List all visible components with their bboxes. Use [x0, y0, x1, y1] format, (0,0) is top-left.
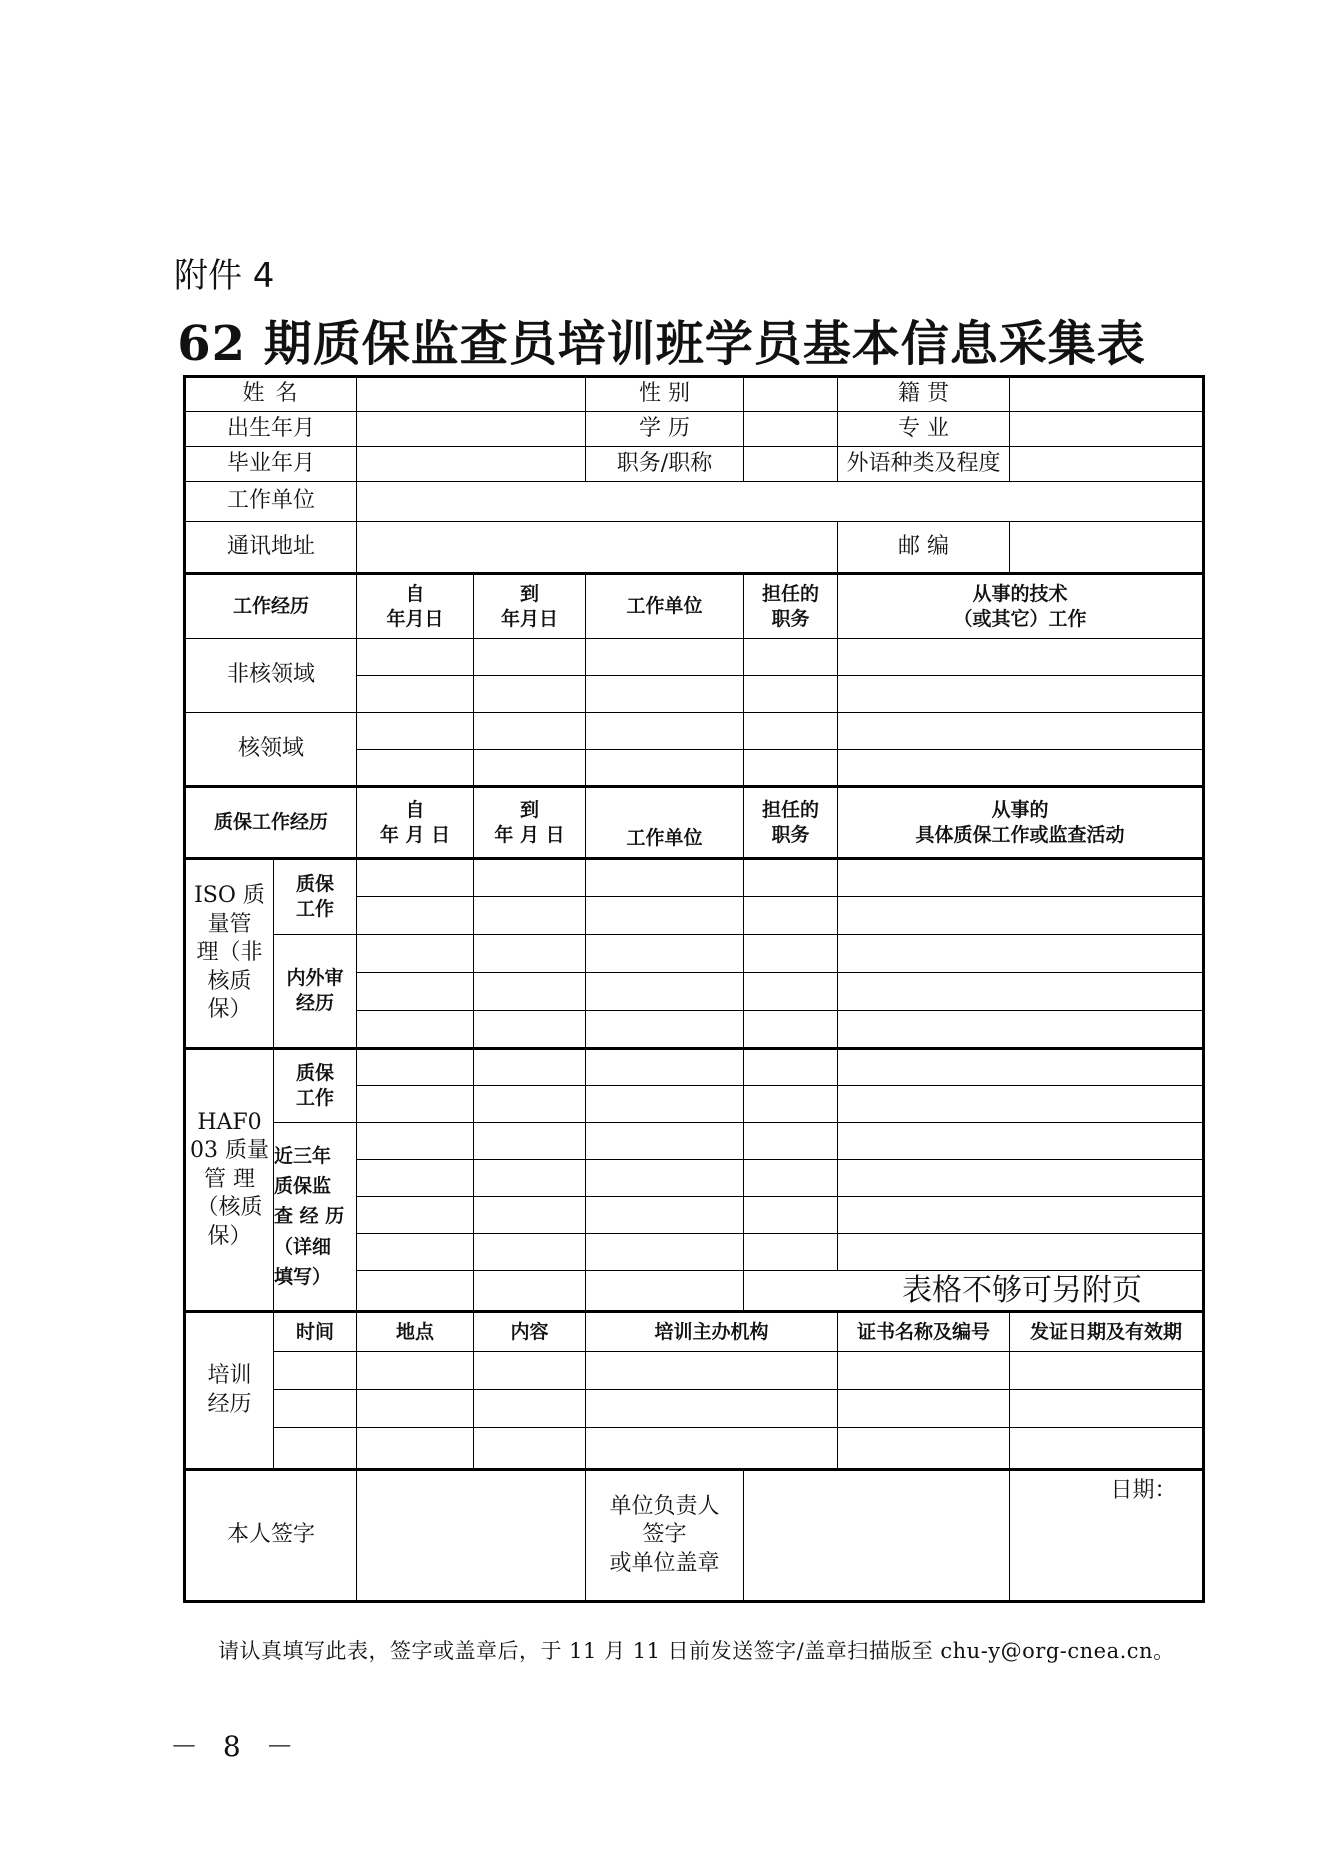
cell[interactable]	[357, 1428, 474, 1470]
cell[interactable]	[474, 935, 586, 973]
iso-audit-line2: 经历	[295, 992, 334, 1014]
unit-sig-line3: 或单位盖章	[609, 1550, 720, 1576]
page-number: － 8 －	[170, 1730, 302, 1763]
cell[interactable]	[357, 859, 474, 897]
cell[interactable]	[474, 859, 586, 897]
cell[interactable]	[474, 1197, 586, 1234]
cell[interactable]	[838, 1086, 1204, 1123]
cell[interactable]	[357, 897, 474, 935]
input-position[interactable]	[744, 447, 838, 482]
input-gender[interactable]	[744, 377, 838, 412]
input-language[interactable]	[1010, 447, 1204, 482]
cell[interactable]	[586, 1086, 744, 1123]
cell[interactable]	[744, 676, 838, 713]
label-postcode: 邮 编	[838, 522, 1010, 574]
cell[interactable]	[357, 1390, 474, 1428]
input-birth[interactable]	[357, 412, 586, 447]
label-graduation: 毕业年月	[185, 447, 357, 482]
cell[interactable]	[474, 897, 586, 935]
cell[interactable]	[586, 750, 744, 787]
work-tech-line1: 从事的技术	[972, 582, 1068, 605]
input-graduation[interactable]	[357, 447, 586, 482]
work-to-header	[474, 574, 586, 639]
label-gender: 性 别	[586, 377, 744, 412]
haf-recent-label	[274, 1123, 357, 1312]
input-major[interactable]	[1010, 412, 1204, 447]
cell[interactable]	[744, 1160, 838, 1197]
cell[interactable]	[838, 713, 1204, 750]
work-to-label: 到	[519, 582, 539, 605]
unit-sig-line1: 单位负责人	[609, 1493, 720, 1519]
input-name[interactable]	[357, 377, 586, 412]
label-employer: 工作单位	[185, 482, 357, 522]
label-self-signature: 本人签字	[185, 1470, 357, 1602]
cell[interactable]	[474, 1160, 586, 1197]
label-non-nuclear: 非核领域	[185, 639, 357, 713]
cell[interactable]	[838, 1160, 1204, 1197]
cell[interactable]	[474, 1049, 586, 1086]
cell[interactable]	[586, 1011, 744, 1049]
work-title: 工作经历	[185, 574, 357, 639]
iso-qa-work-line1: 质保	[295, 873, 334, 896]
work-from-label: 自	[405, 582, 425, 605]
work-duty-line2: 职务	[771, 607, 810, 630]
cell[interactable]	[474, 1271, 586, 1312]
cell[interactable]	[586, 897, 744, 935]
cell[interactable]	[838, 1049, 1204, 1086]
cell[interactable]	[744, 973, 838, 1011]
iso-audit-line1: 内外审	[286, 967, 344, 990]
qa-from-header	[357, 787, 474, 859]
haf-line2: 03 质量	[190, 1138, 269, 1164]
iso-line5: 保）	[207, 997, 252, 1023]
cell[interactable]	[357, 676, 474, 713]
cell[interactable]	[744, 935, 838, 973]
cell[interactable]	[586, 1428, 838, 1470]
cell[interactable]	[357, 1160, 474, 1197]
cell[interactable]	[274, 1352, 357, 1390]
haf-recent-line4: （详细	[274, 1235, 332, 1258]
input-native[interactable]	[1010, 377, 1204, 412]
input-postcode[interactable]	[1010, 522, 1204, 574]
work-duty-line1: 担任的	[761, 582, 819, 605]
haf-recent-line3: 查 经 历	[274, 1205, 345, 1228]
cell[interactable]	[838, 1197, 1204, 1234]
cell[interactable]	[586, 676, 744, 713]
label-native: 籍 贯	[838, 377, 1010, 412]
cell[interactable]	[357, 639, 474, 676]
cell[interactable]	[586, 1271, 744, 1312]
label-name: 姓 名	[185, 377, 357, 412]
label-address: 通讯地址	[185, 522, 357, 574]
iso-line4: 核质	[207, 968, 252, 994]
cell[interactable]	[744, 1234, 838, 1271]
qa-duty-line1: 担任的	[761, 798, 819, 821]
cell[interactable]	[744, 859, 838, 897]
cell[interactable]	[586, 1123, 744, 1160]
label-major: 专 业	[838, 412, 1010, 447]
label-unit-signature	[586, 1470, 744, 1602]
input-education[interactable]	[744, 412, 838, 447]
cell[interactable]	[838, 1123, 1204, 1160]
cell[interactable]	[357, 1352, 474, 1390]
training-line2: 经历	[207, 1391, 252, 1417]
qa-from-ymd: 年 月 日	[379, 823, 451, 846]
qa-employer-header: 工作单位	[586, 787, 744, 859]
cell[interactable]	[586, 713, 744, 750]
unit-sig-line2: 签字	[642, 1522, 687, 1548]
cell[interactable]	[357, 1234, 474, 1271]
cell[interactable]	[586, 1160, 744, 1197]
haf-qa-work-line2: 工作	[295, 1087, 334, 1109]
cell[interactable]	[838, 676, 1204, 713]
haf-line1: HAF0	[197, 1109, 262, 1135]
cell[interactable]	[357, 1049, 474, 1086]
cell[interactable]	[744, 1049, 838, 1086]
work-tech-header	[838, 574, 1204, 639]
iso-qa-work-line2: 工作	[295, 898, 334, 920]
qa-duty-header	[744, 787, 838, 859]
cell[interactable]	[838, 1234, 1204, 1271]
label-nuclear: 核领域	[185, 713, 357, 787]
training-line1: 培训	[207, 1362, 252, 1388]
cell[interactable]	[474, 1123, 586, 1160]
cell[interactable]	[744, 639, 838, 676]
info-form-table	[183, 375, 1205, 1603]
work-from-header	[357, 574, 474, 639]
cell[interactable]	[744, 713, 838, 750]
haf-line4: （核质	[196, 1195, 263, 1221]
cell[interactable]	[474, 1390, 586, 1428]
training-validity-header: 发证日期及有效期	[1010, 1312, 1204, 1352]
work-to-ymd: 年月日	[500, 607, 558, 630]
cell[interactable]	[474, 973, 586, 1011]
training-place-header: 地点	[357, 1312, 474, 1352]
work-from-ymd: 年月日	[386, 607, 444, 630]
qa-activity-line1: 从事的	[991, 798, 1049, 821]
work-tech-line2: （或其它）工作	[953, 607, 1087, 630]
label-language: 外语种类及程度	[838, 447, 1010, 482]
training-time-header: 时间	[274, 1312, 357, 1352]
cell[interactable]	[474, 1086, 586, 1123]
qa-activity-line2: 具体质保工作或监查活动	[915, 823, 1125, 846]
qa-duty-line2: 职务	[771, 823, 810, 846]
cell[interactable]	[357, 1271, 474, 1312]
cell[interactable]	[744, 1086, 838, 1123]
iso-audit-label	[274, 935, 357, 1049]
training-content-header: 内容	[474, 1312, 586, 1352]
cell[interactable]	[474, 1428, 586, 1470]
cell[interactable]	[357, 1197, 474, 1234]
haf-line5: 保）	[207, 1223, 252, 1249]
cell[interactable]	[474, 1352, 586, 1390]
submission-note: 请认真填写此表，签字或盖章后，于 11 月 11 日前发送签字/盖章扫描版至 chu-y@org-cnea.cn。	[218, 1639, 1175, 1663]
cell[interactable]	[1010, 1390, 1204, 1428]
cell[interactable]	[586, 935, 744, 973]
cell[interactable]	[357, 1123, 474, 1160]
cell[interactable]	[838, 750, 1204, 787]
cell[interactable]	[744, 1011, 838, 1049]
date-label: 日期：	[1110, 1478, 1177, 1503]
cell[interactable]	[357, 750, 474, 787]
cell[interactable]	[838, 1428, 1010, 1470]
iso-line3: 理（非	[196, 940, 263, 966]
cell[interactable]	[474, 639, 586, 676]
input-address[interactable]	[357, 522, 838, 574]
training-label	[185, 1312, 274, 1470]
training-cert-header: 证书名称及编号	[838, 1312, 1010, 1352]
iso-qa-work-label	[274, 859, 357, 935]
cell[interactable]	[838, 639, 1204, 676]
cell[interactable]	[357, 935, 474, 973]
qa-to-label: 到	[519, 798, 539, 821]
cell[interactable]	[838, 1011, 1204, 1049]
cell[interactable]	[838, 973, 1204, 1011]
haf-qa-work-line1: 质保	[295, 1062, 334, 1085]
attachment-label: 附件 4	[174, 256, 275, 296]
label-education: 学 历	[586, 412, 744, 447]
cell[interactable]	[357, 1086, 474, 1123]
input-employer[interactable]	[357, 482, 1204, 522]
cell[interactable]	[474, 1234, 586, 1271]
cell[interactable]	[744, 1123, 838, 1160]
cell[interactable]	[586, 1197, 744, 1234]
cell[interactable]	[357, 713, 474, 750]
haf-recent-line2: 质保监	[274, 1174, 332, 1197]
date-field[interactable]	[1010, 1470, 1204, 1602]
work-duty-header	[744, 574, 838, 639]
cell[interactable]	[1010, 1352, 1204, 1390]
iso-line2: 量管	[207, 911, 252, 937]
extra-pages-note: 表格不够可另附页	[744, 1271, 1204, 1312]
haf-recent-line1: 近三年	[274, 1144, 332, 1167]
iso-label	[185, 859, 274, 1049]
cell[interactable]	[838, 897, 1204, 935]
qa-activity-header	[838, 787, 1204, 859]
cell[interactable]	[838, 1352, 1010, 1390]
cell[interactable]	[357, 1011, 474, 1049]
haf-recent-line5: 填写）	[274, 1266, 332, 1289]
qa-to-ymd: 年 月 日	[494, 823, 565, 846]
cell[interactable]	[357, 973, 474, 1011]
cell[interactable]	[474, 1011, 586, 1049]
haf-line3: 管 理	[204, 1166, 255, 1192]
cell[interactable]	[586, 859, 744, 897]
training-org-header: 培训主办机构	[586, 1312, 838, 1352]
haf-label	[185, 1049, 274, 1312]
qa-from-label: 自	[405, 798, 425, 821]
work-employer-header: 工作单位	[586, 574, 744, 639]
cell[interactable]	[838, 1390, 1010, 1428]
unit-signature-field[interactable]	[744, 1470, 1010, 1602]
cell[interactable]	[744, 897, 838, 935]
cell[interactable]	[474, 676, 586, 713]
cell[interactable]	[474, 713, 586, 750]
cell[interactable]	[838, 935, 1204, 973]
cell[interactable]	[586, 973, 744, 1011]
cell[interactable]	[586, 1352, 838, 1390]
cell[interactable]	[474, 750, 586, 787]
self-signature-field[interactable]	[357, 1470, 586, 1602]
qa-to-header	[474, 787, 586, 859]
label-position: 职务/职称	[586, 447, 744, 482]
label-birth: 出生年月	[185, 412, 357, 447]
cell[interactable]	[1010, 1428, 1204, 1470]
cell[interactable]	[838, 859, 1204, 897]
cell[interactable]	[744, 1197, 838, 1234]
cell[interactable]	[744, 750, 838, 787]
haf-qa-work-label	[274, 1049, 357, 1123]
form-title: 62 期质保监查员培训班学员基本信息采集表	[177, 316, 1146, 372]
cell[interactable]	[586, 1049, 744, 1086]
cell[interactable]	[586, 639, 744, 676]
iso-line1: ISO 质	[194, 883, 265, 909]
cell[interactable]	[274, 1390, 357, 1428]
cell[interactable]	[586, 1234, 744, 1271]
qa-title: 质保工作经历	[185, 787, 357, 859]
cell[interactable]	[274, 1428, 357, 1470]
cell[interactable]	[586, 1390, 838, 1428]
